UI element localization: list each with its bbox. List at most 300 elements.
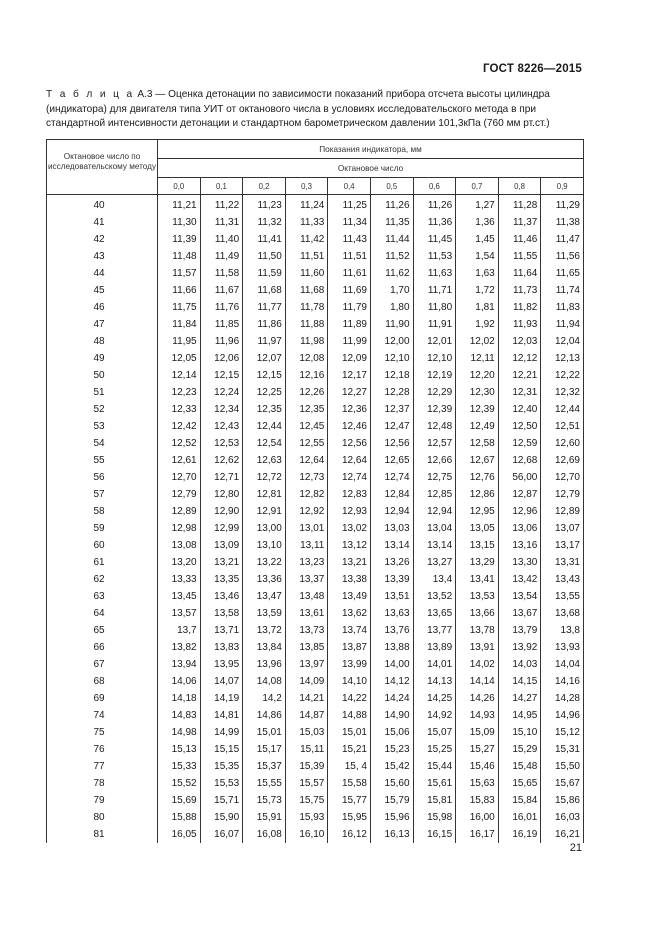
value-cell: 12,75	[413, 469, 456, 486]
value-cell: 12,51	[541, 418, 584, 435]
value-cell: 15,86	[541, 792, 584, 809]
table-row	[47, 503, 584, 520]
value-cell: 14,86	[243, 707, 286, 724]
value-cell: 15,39	[285, 758, 328, 775]
value-cell: 13,99	[328, 656, 371, 673]
value-cell: 13,89	[413, 639, 456, 656]
value-cell: 11,59	[243, 265, 286, 282]
table-row	[47, 554, 584, 571]
table-row	[47, 418, 584, 435]
octane-cell: 58	[47, 503, 158, 520]
table-row	[47, 435, 584, 452]
value-cell: 12,89	[541, 503, 584, 520]
octane-cell: 55	[47, 452, 158, 469]
value-cell: 12,60	[541, 435, 584, 452]
octane-cell: 75	[47, 724, 158, 741]
value-cell: 13,54	[498, 588, 541, 605]
value-cell: 12,76	[456, 469, 499, 486]
value-cell: 12,80	[200, 486, 243, 503]
table-body	[47, 195, 584, 844]
value-cell: 12,95	[456, 503, 499, 520]
value-cell: 13,82	[158, 639, 201, 656]
value-cell: 1,63	[456, 265, 499, 282]
value-cell: 11,39	[158, 231, 201, 248]
value-cell: 12,52	[158, 435, 201, 452]
value-cell: 16,12	[328, 826, 371, 843]
value-cell: 13,74	[328, 622, 371, 639]
value-cell: 12,61	[158, 452, 201, 469]
value-cell: 15,58	[328, 775, 371, 792]
value-cell: 15,23	[370, 741, 413, 758]
value-cell: 12,73	[285, 469, 328, 486]
table-row	[47, 673, 584, 690]
value-cell: 14,02	[456, 656, 499, 673]
value-cell: 12,29	[413, 384, 456, 401]
value-cell: 11,62	[370, 265, 413, 282]
table-row	[47, 265, 584, 282]
table-row	[47, 656, 584, 673]
table-row	[47, 571, 584, 588]
value-cell: 13,96	[243, 656, 286, 673]
value-cell: 16,13	[370, 826, 413, 843]
value-cell: 14,06	[158, 673, 201, 690]
value-cell: 12,64	[328, 452, 371, 469]
value-cell: 15,12	[541, 724, 584, 741]
value-cell: 13,63	[370, 605, 413, 622]
value-cell: 15,09	[456, 724, 499, 741]
value-cell: 15, 4	[328, 758, 371, 775]
value-cell: 14,19	[200, 690, 243, 707]
value-cell: 14,22	[328, 690, 371, 707]
value-cell: 14,95	[498, 707, 541, 724]
octane-cell: 47	[47, 316, 158, 333]
value-cell: 12,37	[370, 401, 413, 418]
indicator-readings-table	[46, 139, 584, 843]
table-row	[47, 537, 584, 554]
value-cell: 11,94	[541, 316, 584, 333]
value-cell: 14,88	[328, 707, 371, 724]
value-cell: 11,21	[158, 195, 201, 215]
value-cell: 13,83	[200, 639, 243, 656]
column-header: 0,4	[328, 178, 371, 195]
value-cell: 15,71	[200, 792, 243, 809]
value-cell: 12,68	[498, 452, 541, 469]
value-cell: 13,00	[243, 520, 286, 537]
value-cell: 11,89	[328, 316, 371, 333]
value-cell: 12,10	[370, 350, 413, 367]
value-cell: 15,55	[243, 775, 286, 792]
value-cell: 11,90	[370, 316, 413, 333]
value-cell: 11,68	[243, 282, 286, 299]
value-cell: 11,51	[285, 248, 328, 265]
octane-cell: 49	[47, 350, 158, 367]
value-cell: 1,45	[456, 231, 499, 248]
value-cell: 11,26	[370, 195, 413, 215]
value-cell: 11,44	[370, 231, 413, 248]
octane-cell: 76	[47, 741, 158, 758]
value-cell: 12,72	[243, 469, 286, 486]
value-cell: 56,00	[498, 469, 541, 486]
value-cell: 11,34	[328, 214, 371, 231]
value-cell: 11,74	[541, 282, 584, 299]
value-cell: 15,61	[413, 775, 456, 792]
value-cell: 12,94	[413, 503, 456, 520]
value-cell: 13,8	[541, 622, 584, 639]
value-cell: 11,29	[541, 195, 584, 215]
value-cell: 14,98	[158, 724, 201, 741]
value-cell: 1,81	[456, 299, 499, 316]
value-cell: 11,52	[370, 248, 413, 265]
octane-cell: 40	[47, 195, 158, 215]
value-cell: 12,23	[158, 384, 201, 401]
value-cell: 12,33	[158, 401, 201, 418]
value-cell: 12,58	[456, 435, 499, 452]
value-cell: 14,10	[328, 673, 371, 690]
caption-label: Т а б л и ц а	[46, 89, 135, 100]
value-cell: 13,01	[285, 520, 328, 537]
page-number: 21	[569, 842, 582, 854]
value-cell: 14,87	[285, 707, 328, 724]
value-cell: 11,32	[243, 214, 286, 231]
value-cell: 11,77	[243, 299, 286, 316]
value-cell: 15,37	[243, 758, 286, 775]
value-cell: 13,45	[158, 588, 201, 605]
table-row	[47, 401, 584, 418]
value-cell: 12,39	[456, 401, 499, 418]
value-cell: 13,23	[285, 554, 328, 571]
value-cell: 13,49	[328, 588, 371, 605]
value-cell: 16,01	[498, 809, 541, 826]
value-cell: 13,43	[541, 571, 584, 588]
value-cell: 12,82	[285, 486, 328, 503]
table-row	[47, 741, 584, 758]
value-cell: 12,15	[243, 367, 286, 384]
value-cell: 11,83	[541, 299, 584, 316]
value-cell: 11,58	[200, 265, 243, 282]
value-cell: 14,00	[370, 656, 413, 673]
value-cell: 14,03	[498, 656, 541, 673]
column-header: 0,6	[413, 178, 456, 195]
value-cell: 13,15	[456, 537, 499, 554]
row-header: Октановое число по исследовательскому методу	[47, 140, 158, 195]
value-cell: 15,01	[243, 724, 286, 741]
value-cell: 13,36	[243, 571, 286, 588]
value-cell: 14,18	[158, 690, 201, 707]
value-cell: 12,44	[541, 401, 584, 418]
value-cell: 12,79	[541, 486, 584, 503]
table-row	[47, 316, 584, 333]
value-cell: 13,29	[456, 554, 499, 571]
value-cell: 1,36	[456, 214, 499, 231]
value-cell: 11,86	[243, 316, 286, 333]
value-cell: 13,95	[200, 656, 243, 673]
value-cell: 13,97	[285, 656, 328, 673]
octane-cell: 44	[47, 265, 158, 282]
value-cell: 11,51	[328, 248, 371, 265]
value-cell: 14,12	[370, 673, 413, 690]
value-cell: 12,32	[541, 384, 584, 401]
value-cell: 12,00	[370, 333, 413, 350]
table-row	[47, 724, 584, 741]
value-cell: 12,09	[328, 350, 371, 367]
value-cell: 11,88	[285, 316, 328, 333]
value-cell: 13,94	[158, 656, 201, 673]
value-cell: 13,38	[328, 571, 371, 588]
value-cell: 14,2	[243, 690, 286, 707]
column-header: 0,9	[541, 178, 584, 195]
column-header: 0,1	[200, 178, 243, 195]
value-cell: 13,58	[200, 605, 243, 622]
value-cell: 15,29	[498, 741, 541, 758]
table-row	[47, 282, 584, 299]
value-cell: 1,80	[370, 299, 413, 316]
value-cell: 11,78	[285, 299, 328, 316]
octane-cell: 56	[47, 469, 158, 486]
value-cell: 13,76	[370, 622, 413, 639]
value-cell: 11,97	[243, 333, 286, 350]
value-cell: 14,15	[498, 673, 541, 690]
table-row	[47, 758, 584, 775]
value-cell: 11,22	[200, 195, 243, 215]
value-cell: 12,24	[200, 384, 243, 401]
value-cell: 14,28	[541, 690, 584, 707]
value-cell: 11,68	[285, 282, 328, 299]
value-cell: 15,73	[243, 792, 286, 809]
octane-cell: 46	[47, 299, 158, 316]
value-cell: 13,07	[541, 520, 584, 537]
table-row	[47, 605, 584, 622]
octane-cell: 77	[47, 758, 158, 775]
value-cell: 12,42	[158, 418, 201, 435]
value-cell: 12,30	[456, 384, 499, 401]
value-cell: 12,25	[243, 384, 286, 401]
value-cell: 11,37	[498, 214, 541, 231]
value-cell: 12,85	[413, 486, 456, 503]
value-cell: 12,40	[498, 401, 541, 418]
value-cell: 11,98	[285, 333, 328, 350]
value-cell: 15,01	[328, 724, 371, 741]
value-cell: 11,23	[243, 195, 286, 215]
value-cell: 12,89	[158, 503, 201, 520]
value-cell: 15,79	[370, 792, 413, 809]
value-cell: 15,46	[456, 758, 499, 775]
value-cell: 11,48	[158, 248, 201, 265]
value-cell: 11,76	[200, 299, 243, 316]
value-cell: 11,40	[200, 231, 243, 248]
value-cell: 13,42	[498, 571, 541, 588]
value-cell: 11,84	[158, 316, 201, 333]
value-cell: 13,03	[370, 520, 413, 537]
value-cell: 12,74	[328, 469, 371, 486]
value-cell: 15,57	[285, 775, 328, 792]
value-cell: 15,03	[285, 724, 328, 741]
value-cell: 13,71	[200, 622, 243, 639]
value-cell: 13,39	[370, 571, 413, 588]
table-row	[47, 639, 584, 656]
value-cell: 14,01	[413, 656, 456, 673]
value-cell: 15,31	[541, 741, 584, 758]
table-row	[47, 367, 584, 384]
table-row	[47, 248, 584, 265]
value-cell: 15,81	[413, 792, 456, 809]
value-cell: 12,13	[541, 350, 584, 367]
value-cell: 13,04	[413, 520, 456, 537]
value-cell: 11,99	[328, 333, 371, 350]
value-cell: 12,84	[370, 486, 413, 503]
value-cell: 15,95	[328, 809, 371, 826]
value-cell: 16,21	[541, 826, 584, 843]
octane-cell: 57	[47, 486, 158, 503]
octane-cell: 60	[47, 537, 158, 554]
value-cell: 11,36	[413, 214, 456, 231]
value-cell: 12,08	[285, 350, 328, 367]
value-cell: 12,71	[200, 469, 243, 486]
octane-cell: 63	[47, 588, 158, 605]
value-cell: 12,81	[243, 486, 286, 503]
octane-cell: 52	[47, 401, 158, 418]
value-cell: 13,06	[498, 520, 541, 537]
value-cell: 11,31	[200, 214, 243, 231]
column-header: 0,3	[285, 178, 328, 195]
value-cell: 11,93	[498, 316, 541, 333]
value-cell: 11,55	[498, 248, 541, 265]
value-cell: 11,46	[498, 231, 541, 248]
value-cell: 16,00	[456, 809, 499, 826]
octane-cell: 50	[47, 367, 158, 384]
value-cell: 14,09	[285, 673, 328, 690]
table-row	[47, 333, 584, 350]
value-cell: 15,98	[413, 809, 456, 826]
octane-cell: 43	[47, 248, 158, 265]
value-cell: 1,72	[456, 282, 499, 299]
value-cell: 12,83	[328, 486, 371, 503]
value-cell: 16,08	[243, 826, 286, 843]
value-cell: 15,17	[243, 741, 286, 758]
value-cell: 12,35	[243, 401, 286, 418]
value-cell: 14,83	[158, 707, 201, 724]
value-cell: 16,03	[541, 809, 584, 826]
value-cell: 15,25	[413, 741, 456, 758]
value-cell: 13,67	[498, 605, 541, 622]
value-cell: 13,10	[243, 537, 286, 554]
value-cell: 15,60	[370, 775, 413, 792]
value-cell: 11,25	[328, 195, 371, 215]
octane-cell: 42	[47, 231, 158, 248]
value-cell: 12,48	[413, 418, 456, 435]
value-cell: 11,49	[200, 248, 243, 265]
value-cell: 15,84	[498, 792, 541, 809]
value-cell: 12,05	[158, 350, 201, 367]
table-caption	[46, 88, 586, 132]
value-cell: 13,37	[285, 571, 328, 588]
value-cell: 12,98	[158, 520, 201, 537]
value-cell: 12,62	[200, 452, 243, 469]
value-cell: 15,69	[158, 792, 201, 809]
value-cell: 14,13	[413, 673, 456, 690]
value-cell: 13,47	[243, 588, 286, 605]
value-cell: 13,26	[370, 554, 413, 571]
value-cell: 12,15	[200, 367, 243, 384]
table-row	[47, 826, 584, 843]
value-cell: 12,91	[243, 503, 286, 520]
value-cell: 15,21	[328, 741, 371, 758]
value-cell: 12,65	[370, 452, 413, 469]
value-cell: 14,21	[285, 690, 328, 707]
value-cell: 11,71	[413, 282, 456, 299]
value-cell: 13,31	[541, 554, 584, 571]
table-row	[47, 452, 584, 469]
value-cell: 12,04	[541, 333, 584, 350]
value-cell: 12,70	[158, 469, 201, 486]
value-cell: 15,67	[541, 775, 584, 792]
value-cell: 15,53	[200, 775, 243, 792]
value-cell: 12,02	[456, 333, 499, 350]
octane-cell: 80	[47, 809, 158, 826]
value-cell: 11,67	[200, 282, 243, 299]
value-cell: 11,26	[413, 195, 456, 215]
value-cell: 12,07	[243, 350, 286, 367]
value-cell: 12,86	[456, 486, 499, 503]
value-cell: 14,24	[370, 690, 413, 707]
value-cell: 12,64	[285, 452, 328, 469]
value-cell: 13,16	[498, 537, 541, 554]
value-cell: 12,67	[456, 452, 499, 469]
value-cell: 13,66	[456, 605, 499, 622]
value-cell: 15,48	[498, 758, 541, 775]
value-cell: 13,05	[456, 520, 499, 537]
column-header: 0,7	[456, 178, 499, 195]
value-cell: 11,64	[498, 265, 541, 282]
value-cell: 11,38	[541, 214, 584, 231]
value-cell: 12,01	[413, 333, 456, 350]
value-cell: 12,34	[200, 401, 243, 418]
value-cell: 15,90	[200, 809, 243, 826]
value-cell: 12,99	[200, 520, 243, 537]
value-cell: 13,62	[328, 605, 371, 622]
value-cell: 12,59	[498, 435, 541, 452]
value-cell: 13,02	[328, 520, 371, 537]
value-cell: 12,93	[328, 503, 371, 520]
value-cell: 16,07	[200, 826, 243, 843]
octane-cell: 65	[47, 622, 158, 639]
value-cell: 13,09	[200, 537, 243, 554]
value-cell: 12,63	[243, 452, 286, 469]
value-cell: 12,20	[456, 367, 499, 384]
value-cell: 12,53	[200, 435, 243, 452]
value-cell: 12,22	[541, 367, 584, 384]
value-cell: 13,57	[158, 605, 201, 622]
value-cell: 15,06	[370, 724, 413, 741]
value-cell: 16,05	[158, 826, 201, 843]
value-cell: 11,80	[413, 299, 456, 316]
value-cell: 15,83	[456, 792, 499, 809]
value-cell: 14,14	[456, 673, 499, 690]
value-cell: 11,65	[541, 265, 584, 282]
sub-header: Октановое число	[158, 159, 584, 178]
value-cell: 15,15	[200, 741, 243, 758]
value-cell: 12,28	[370, 384, 413, 401]
value-cell: 11,33	[285, 214, 328, 231]
group-header: Показания индикатора, мм	[158, 140, 584, 159]
value-cell: 14,16	[541, 673, 584, 690]
value-cell: 13,85	[285, 639, 328, 656]
value-cell: 11,91	[413, 316, 456, 333]
value-cell: 12,10	[413, 350, 456, 367]
value-cell: 14,08	[243, 673, 286, 690]
value-cell: 14,25	[413, 690, 456, 707]
value-cell: 15,50	[541, 758, 584, 775]
value-cell: 15,11	[285, 741, 328, 758]
